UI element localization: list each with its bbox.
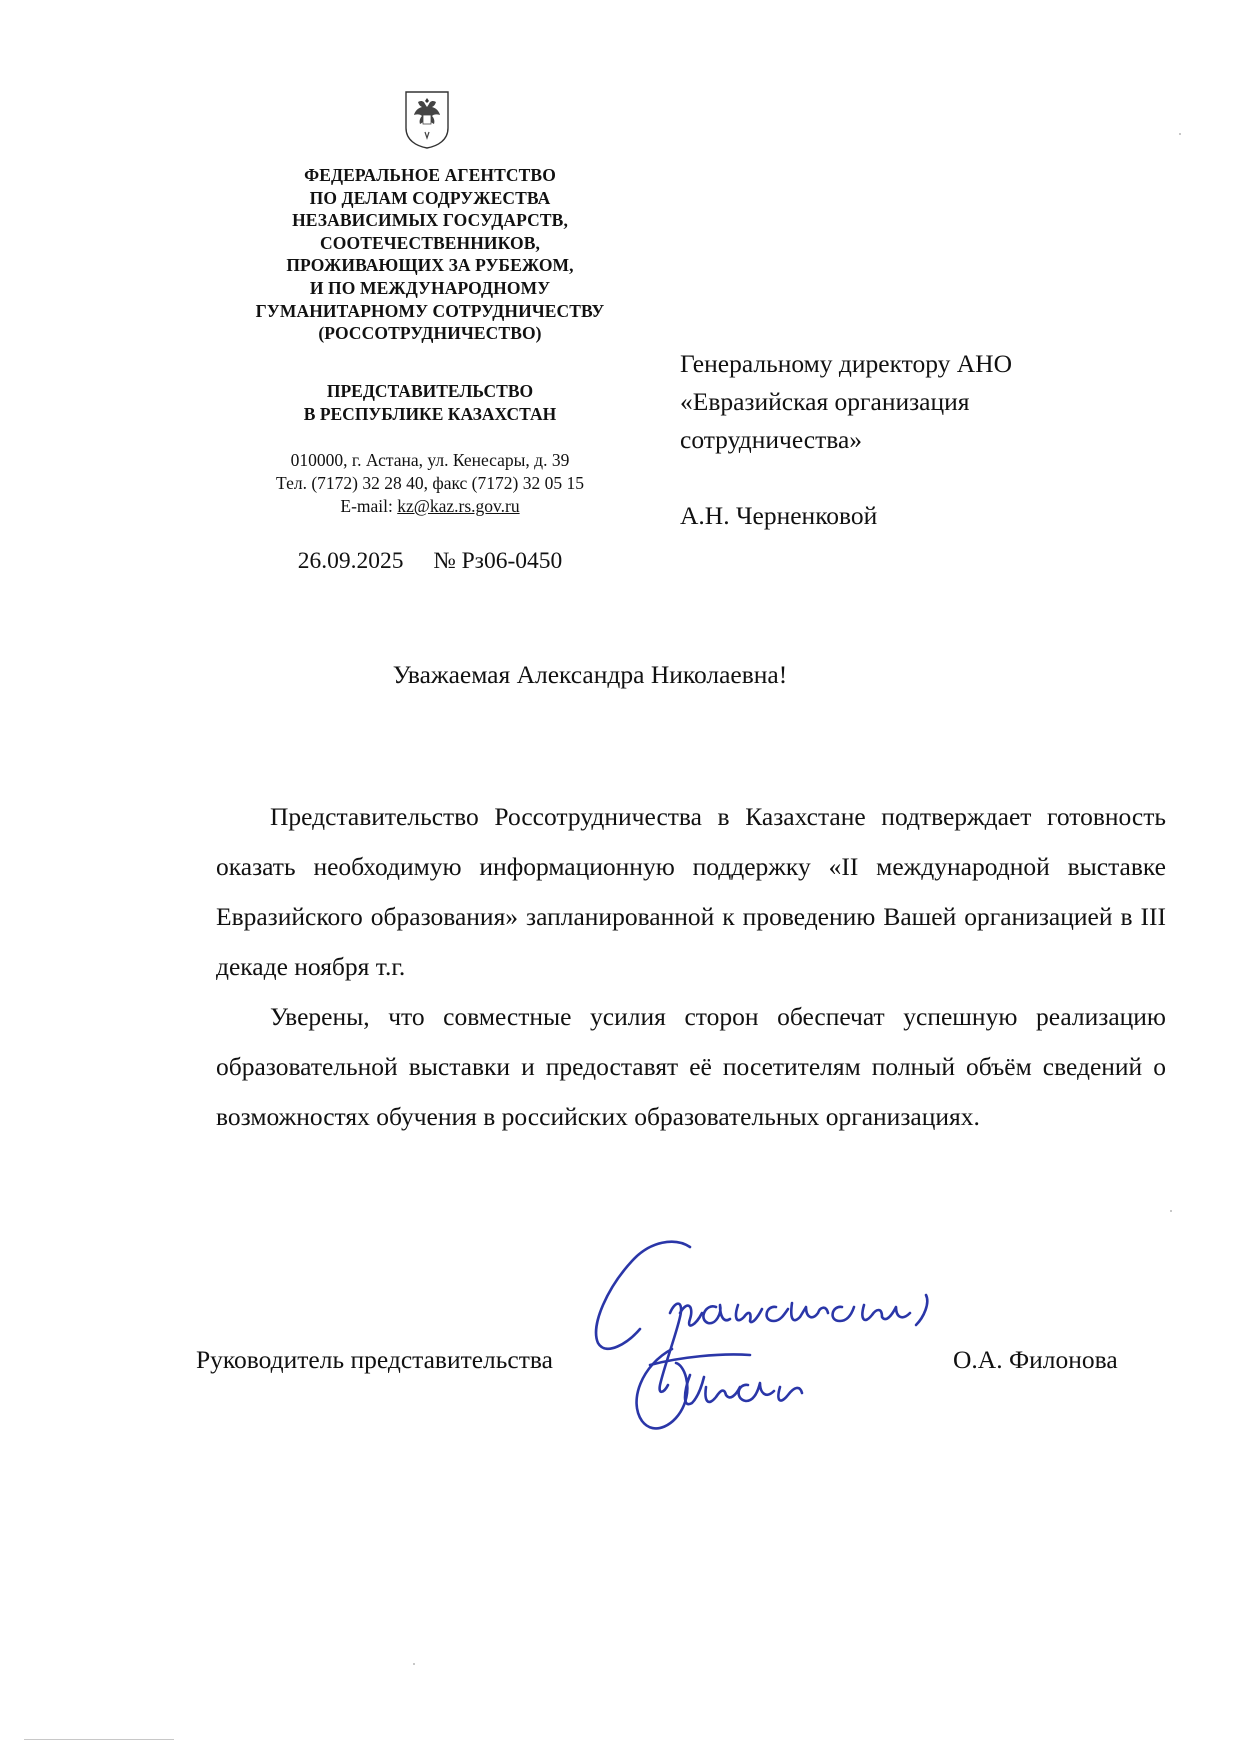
agency-line: ГУМАНИТАРНОМУ СОТРУДНИЧЕСТВУ — [255, 300, 605, 321]
addressee-name: А.Н. Черненковой — [680, 501, 878, 530]
scan-speck — [1170, 1210, 1172, 1212]
signatory-role: Руководитель представительства — [196, 1345, 553, 1374]
agency-name — [200, 164, 660, 345]
handwritten-signature — [580, 1225, 1100, 1485]
salutation: Уважаемая Александра Николаевна! — [392, 660, 788, 689]
letter-body — [216, 792, 1166, 1142]
agency-line: ФЕДЕРАЛЬНОЕ АГЕНТСТВО — [304, 165, 556, 185]
body-paragraph: Уверены, что совместные усилия сторон обеспечат успешную реализацию образовательной выставки и предоставят её посетителям полный объём сведений о возможностях обучения в российских образовательных организациях. — [216, 1002, 1166, 1131]
office-email — [200, 495, 660, 518]
agency-line: ПО ДЕЛАМ СОДРУЖЕСТВА — [309, 187, 551, 208]
office-address: 010000, г. Астана, ул. Кенесары, д. 39 — [290, 450, 570, 470]
letter-number: № Рз06-0450 — [433, 548, 563, 574]
agency-line: (РОССОТРУДНИЧЕСТВО) — [318, 323, 542, 344]
agency-line: ПРОЖИВАЮЩИХ ЗА РУБЕЖОМ, — [286, 255, 574, 276]
scan-speck — [1179, 133, 1181, 135]
scan-speck — [413, 1663, 415, 1665]
office-phone: Тел. (7172) 32 28 40, факс (7172) 32 05 15 — [276, 472, 584, 493]
agency-line: НЕЗАВИСИМЫХ ГОСУДАРСТВ, — [292, 210, 568, 231]
body-paragraph: Представительство Россотрудничества в Казахстане подтверждает готовность оказать необходимую информационную поддержку «II международной выставке Евразийского образования» запланированной к проведению Вашей организацией в III декаде ноября т.г. — [216, 802, 1166, 981]
contact-block — [200, 449, 660, 517]
email-link[interactable]: kz@kaz.rs.gov.ru — [397, 495, 520, 516]
scan-edge-line — [24, 1739, 174, 1740]
addressee-block — [680, 345, 1012, 535]
agency-line: СООТЕЧЕСТВЕННИКОВ, — [320, 232, 540, 253]
registration-line — [200, 548, 660, 575]
addressee-line: сотрудничества» — [680, 425, 863, 454]
office-line: ПРЕДСТАВИТЕЛЬСТВО — [326, 381, 534, 401]
addressee-line: Генеральному директору АНО — [680, 349, 1012, 378]
email-label: E-mail: — [340, 495, 398, 516]
coat-of-arms-icon — [400, 88, 454, 150]
office-name — [200, 380, 660, 425]
office-line: В РЕСПУБЛИКЕ КАЗАХСТАН — [303, 403, 557, 424]
agency-line: И ПО МЕЖДУНАРОДНОМУ — [309, 277, 551, 298]
signatory-name: О.А. Филонова — [953, 1345, 1118, 1374]
letter-date: 26.09.2025 — [297, 548, 404, 574]
addressee-line: «Евразийская организация — [680, 387, 970, 416]
